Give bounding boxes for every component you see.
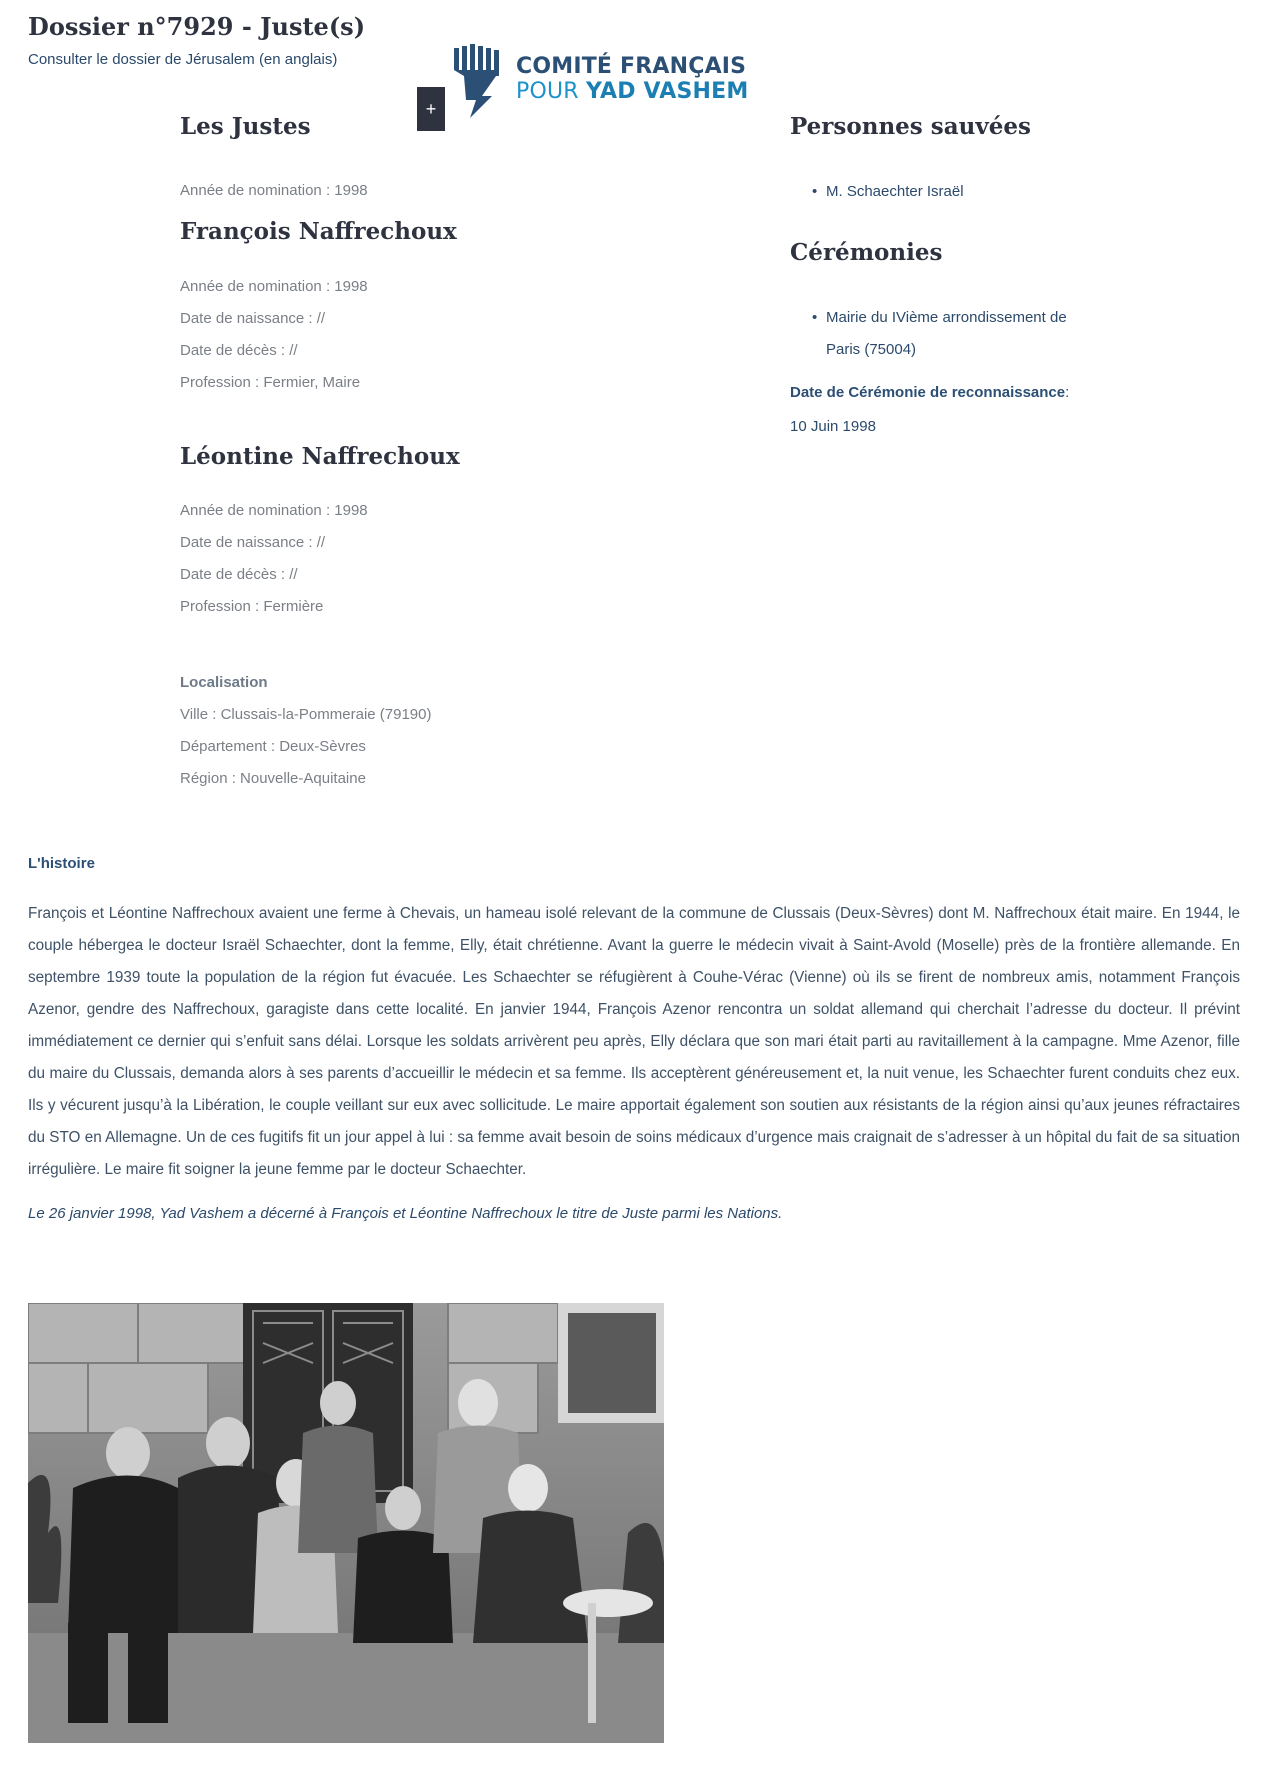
juste-name: Léontine Naffrechoux bbox=[180, 443, 460, 470]
juste-name: François Naffrechoux bbox=[180, 218, 457, 245]
history-text: François et Léontine Naffrechoux avaient une ferme à Chevais, un hameau isolé relevant de la commune de Clussais (Deux-Sèvres) dont M. Naffrechoux était maire. En 1944, le couple hébergea le docteur Israël Schaechter, dont la femme, Elly, était chrétienne. Avant la guerre le médecin vivait à Saint-Avold (Moselle) près de la frontière allemande. En septembre 1939 toute la population de la région fut évacuée. Les Schaechter se réfugièrent à Couhe-Vérac (Vienne) où ils se firent de nombreux amis, notamment François Azenor, gendre des Naffrechoux, garagiste dans cette localité. En janvier 1944, François Azenor rencontra un soldat allemand qui cherchait l’adresse du docteur. Il prévint immédiatement ce dernier qui s’enfuit sans délai. Lorsque les soldats arrivèrent peu après, Elly déclara que son mari était parti au ravitaillement à la campagne. Mme Azenor, fille du maire du Clussais, demanda alors à ses parents d’accueillir le médecin et sa femme. Ils acceptèrent généreusement et, la nuit venue, les Schaechter furent conduits chez eux. Ils y vécurent jusqu’à la Libération, le couple veillant sur eux avec sollicitude. Le maire apportait également son soutien aux résistants de la région ainsi qu’aux jeunes réfractaires du STO en Allemagne. Un de ces fugitifs fit un jour appel à lui : sa femme avait besoin de soins médicaux d’urgence mais craignait de s’adresser à un hôpital du fait de sa situation irrégulière. Le maire fit soigner la jeune femme par le docteur Schaechter. bbox=[28, 905, 1240, 1178]
yad-vashem-logo[interactable] bbox=[452, 44, 749, 120]
juste-profession: Profession : Fermière bbox=[180, 598, 324, 615]
juste-death: Date de décès : // bbox=[180, 342, 298, 359]
ceremony-place: • Mairie du IVième arrondissement de Paris (75004) bbox=[812, 302, 1067, 366]
ceremony-date: 10 Juin 1998 bbox=[790, 418, 876, 435]
ceremonies-list bbox=[812, 302, 1067, 366]
juste-birth: Date de naissance : // bbox=[180, 534, 326, 551]
juste-profession: Profession : Fermier, Maire bbox=[180, 374, 361, 391]
nomination-year: Année de nomination : 1998 bbox=[180, 182, 368, 199]
history-title: L'histoire bbox=[28, 855, 95, 872]
jerusalem-dossier-link[interactable]: Consulter le dossier de Jérusalem (en anglais) bbox=[28, 51, 338, 68]
page-title: Dossier n°7929 - Juste(s) bbox=[28, 12, 366, 41]
juste-death: Date de décès : // bbox=[180, 566, 298, 583]
juste-nomination: Année de nomination : 1998 bbox=[180, 502, 368, 519]
location-city: Ville : Clussais-la-Pommeraie (79190) bbox=[180, 706, 432, 723]
saved-list bbox=[812, 176, 964, 208]
location-label: Localisation bbox=[180, 674, 268, 691]
saved-heading: Personnes sauvées bbox=[790, 113, 1031, 140]
logo-line1: COMITÉ FRANÇAIS bbox=[516, 54, 747, 79]
group-photo bbox=[28, 1303, 664, 1743]
logo-line2: POUR YAD VASHEM bbox=[516, 79, 749, 104]
saved-person: • M. Schaechter Israël bbox=[812, 176, 964, 208]
expand-button[interactable]: + bbox=[417, 87, 445, 131]
juste-birth: Date de naissance : // bbox=[180, 310, 326, 327]
award-statement: Le 26 janvier 1998, Yad Vashem a décerné à François et Léontine Naffrechoux le titre de Juste parmi les Nations. bbox=[28, 1205, 783, 1222]
menorah-icon bbox=[452, 44, 508, 120]
location-region: Région : Nouvelle-Aquitaine bbox=[180, 770, 366, 787]
justes-heading: Les Justes bbox=[180, 113, 311, 140]
location-department: Département : Deux-Sèvres bbox=[180, 738, 366, 755]
juste-nomination: Année de nomination : 1998 bbox=[180, 278, 368, 295]
ceremony-date-label: Date de Cérémonie de reconnaissance: bbox=[790, 384, 1070, 401]
ceremonies-heading: Cérémonies bbox=[790, 239, 943, 266]
